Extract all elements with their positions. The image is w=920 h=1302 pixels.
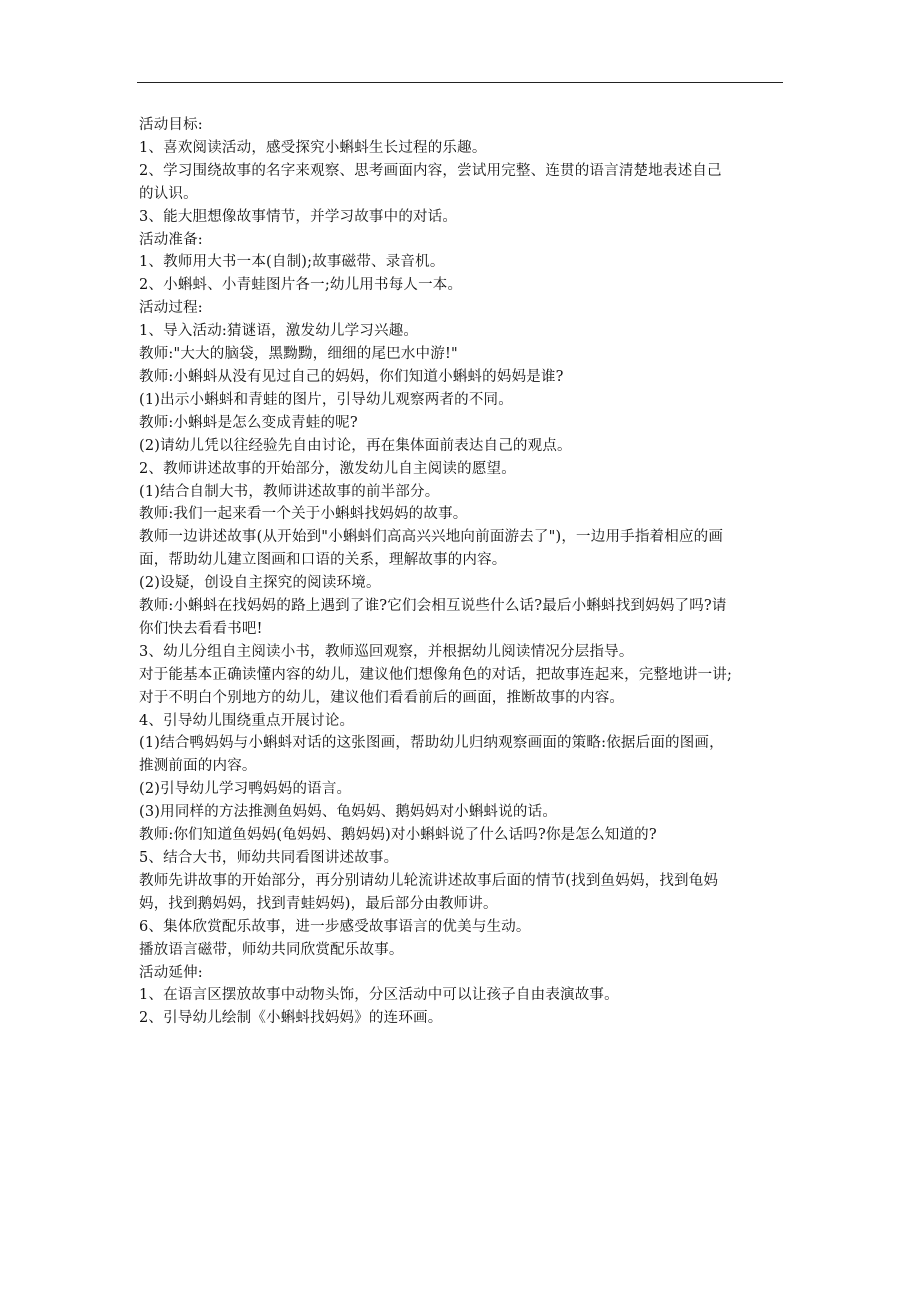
text-line: 1、教师用大书一本(自制);故事磁带、录音机。 xyxy=(139,254,445,271)
header-rule xyxy=(137,82,783,83)
text-line: 教师:小蝌蚪从没有见过自己的妈妈，你们知道小蝌蚪的妈妈是谁? xyxy=(139,368,564,385)
text-line: 对于能基本正确读懂内容的幼儿，建议他们想像角色的对话，把故事连起来，完整地讲一讲; xyxy=(139,666,733,683)
paragraph-step-4 xyxy=(139,710,785,733)
paragraph-step-1 xyxy=(139,320,785,343)
paragraph-step-2-sub-1 xyxy=(139,481,785,504)
paragraph-step-6-detail xyxy=(139,939,785,962)
text-line: 活动延伸: xyxy=(139,964,203,981)
paragraph-goal-2 xyxy=(139,160,785,206)
text-line: 1、在语言区摆放故事中动物头饰，分区活动中可以让孩子自由表演故事。 xyxy=(139,987,619,1004)
paragraph-step-2-teacher-a xyxy=(139,503,785,526)
text-line: 你们快去看看书吧! xyxy=(139,620,263,637)
text-line: 6、集体欣赏配乐故事，进一步感受故事语言的优美与生动。 xyxy=(139,918,531,935)
paragraph-prep-1 xyxy=(139,251,785,274)
paragraph-step-1-teacher-a xyxy=(139,343,785,366)
text-line: 2、引导幼儿绘制《小蝌蚪找妈妈》的连环画。 xyxy=(139,1010,443,1027)
paragraph-step-5-detail xyxy=(139,870,785,916)
text-line: 妈，找到鹅妈妈，找到青蛙妈妈)，最后部分由教师讲。 xyxy=(139,895,498,912)
text-line: (1)结合鸭妈妈与小蝌蚪对话的这张图画，帮助幼儿归纳观察画面的策略:依据后面的图画， xyxy=(139,735,724,752)
text-line: 活动准备: xyxy=(139,231,203,248)
text-line: 教师:你们知道鱼妈妈(龟妈妈、鹅妈妈)对小蝌蚪说了什么话吗?你是怎么知道的? xyxy=(139,827,657,844)
text-line: 的认识。 xyxy=(139,185,198,202)
paragraph-heading-goals xyxy=(139,114,785,137)
text-line: 推测前面的内容。 xyxy=(139,758,257,775)
paragraph-step-2-teacher-b xyxy=(139,526,785,572)
text-line: 面，帮助幼儿建立图画和口语的关系，理解故事的内容。 xyxy=(139,552,507,569)
text-line: 5、结合大书，师幼共同看图讲述故事。 xyxy=(139,850,399,866)
paragraph-step-2 xyxy=(139,458,785,481)
paragraph-goal-3 xyxy=(139,206,785,229)
text-line: 2、教师讲述故事的开始部分，激发幼儿自主阅读的愿望。 xyxy=(139,460,516,477)
paragraph-extension-2 xyxy=(139,1007,785,1030)
paragraph-step-1-teacher-c xyxy=(139,412,785,435)
paragraph-step-2-sub-2 xyxy=(139,572,785,595)
text-line: 对于不明白个别地方的幼儿，建议他们看看前后的画面，推断故事的内容。 xyxy=(139,689,625,706)
text-line: 2、小蝌蚪、小青蛙图片各一;幼儿用书每人一本。 xyxy=(139,277,463,294)
paragraph-heading-extension xyxy=(139,962,785,985)
paragraph-step-5 xyxy=(139,847,785,870)
paragraph-step-4-sub-1 xyxy=(139,732,785,778)
text-line: (2)请幼儿凭以往经验先自由讨论，再在集体面前表达自己的观点。 xyxy=(139,437,572,454)
text-line: 活动目标: xyxy=(139,117,203,133)
paragraph-extension-1 xyxy=(139,984,785,1007)
text-line: 教师一边讲述故事(从开始到"小蝌蚪们高高兴兴地向前面游去了")，一边用手指着相应的画 xyxy=(139,529,724,546)
paragraph-goal-1 xyxy=(139,137,785,160)
text-line: 1、喜欢阅读活动，感受探究小蝌蚪生长过程的乐趣。 xyxy=(139,139,487,156)
paragraph-step-2-teacher-c xyxy=(139,595,785,641)
text-line: 3、幼儿分组自主阅读小书，教师巡回观察，并根据幼儿阅读情况分层指导。 xyxy=(139,643,634,660)
paragraph-prep-2 xyxy=(139,274,785,297)
paragraph-step-3-detail xyxy=(139,664,785,710)
paragraph-step-6 xyxy=(139,916,785,939)
document-body xyxy=(139,114,785,1030)
paragraph-step-4-sub-3 xyxy=(139,801,785,824)
paragraph-step-3 xyxy=(139,641,785,664)
text-line: 教师:"大大的脑袋，黑黝黝，细细的尾巴水中游!" xyxy=(139,346,458,363)
text-line: (1)出示小蝌蚪和青蛙的图片，引导幼儿观察两者的不同。 xyxy=(139,391,513,408)
paragraph-heading-preparation xyxy=(139,229,785,252)
text-line: 教师:小蝌蚪在找妈妈的路上遇到了谁?它们会相互说些什么话?最后小蝌蚪找到妈妈了吗?请 xyxy=(139,598,727,615)
paragraph-step-1-sub-2 xyxy=(139,435,785,458)
text-line: 3、能大胆想像故事情节，并学习故事中的对话。 xyxy=(139,208,458,225)
paragraph-step-1-sub-1 xyxy=(139,389,785,412)
text-line: 1、导入活动:猜谜语，激发幼儿学习兴趣。 xyxy=(139,323,419,340)
paragraph-heading-process xyxy=(139,297,785,320)
text-line: 4、引导幼儿围绕重点开展讨论。 xyxy=(139,712,355,729)
text-line: (1)结合自制大书，教师讲述故事的前半部分。 xyxy=(139,483,440,500)
paragraph-step-4-teacher xyxy=(139,824,785,847)
text-line: 播放语言磁带，师幼共同欣赏配乐故事。 xyxy=(139,941,404,958)
text-line: 教师先讲故事的开始部分，再分别请幼儿轮流讲述故事后面的情节(找到鱼妈妈，找到龟妈 xyxy=(139,872,719,889)
text-line: (2)设疑，创设自主探究的阅读环境。 xyxy=(139,575,381,592)
text-line: 教师:我们一起来看一个关于小蝌蚪找妈妈的故事。 xyxy=(139,506,468,523)
text-line: 活动过程: xyxy=(139,300,203,317)
text-line: 2、学习围绕故事的名字来观察、思考画面内容，尝试用完整、连贯的语言清楚地表述自己 xyxy=(139,162,722,179)
text-line: (2)引导幼儿学习鸭妈妈的语言。 xyxy=(139,781,352,798)
text-line: (3)用同样的方法推测鱼妈妈、龟妈妈、鹅妈妈对小蝌蚪说的话。 xyxy=(139,804,558,821)
paragraph-step-1-teacher-b xyxy=(139,366,785,389)
paragraph-step-4-sub-2 xyxy=(139,778,785,801)
text-line: 教师:小蝌蚪是怎么变成青蛙的呢? xyxy=(139,414,358,431)
